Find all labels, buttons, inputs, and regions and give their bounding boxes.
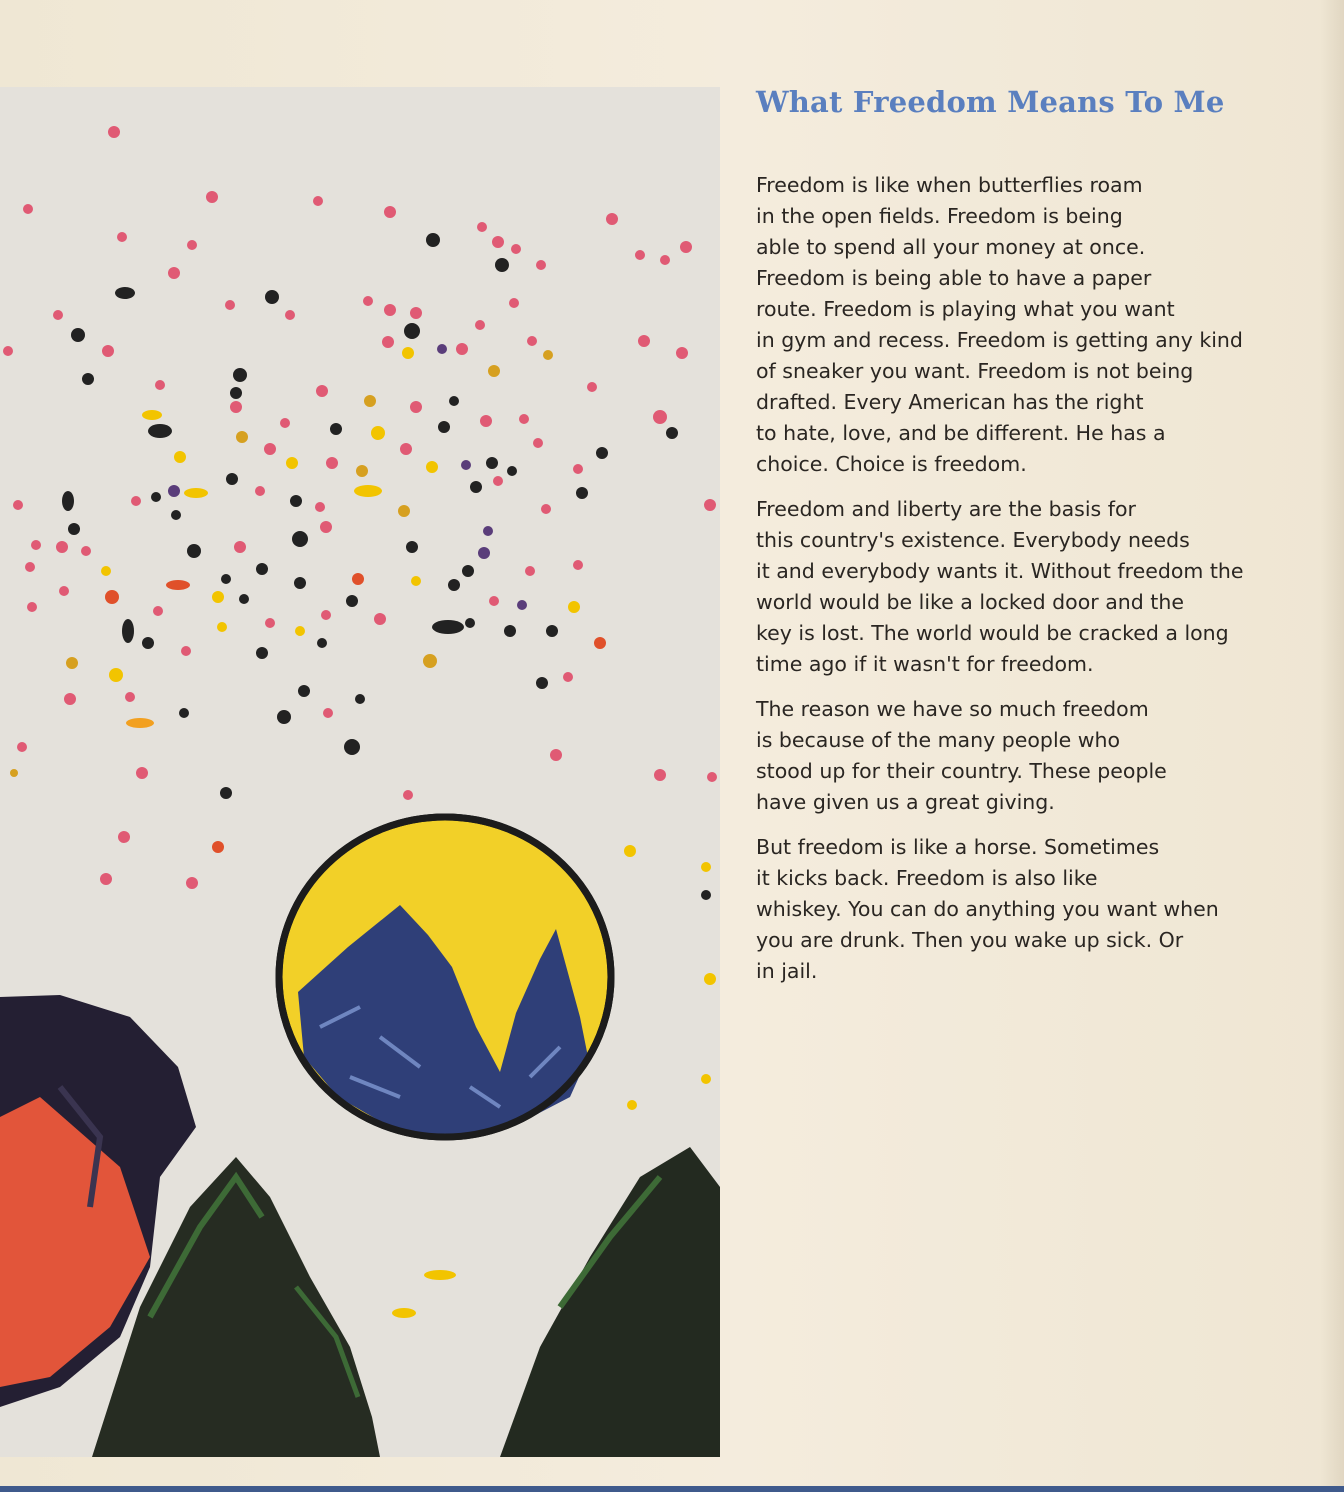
article-column [756, 82, 1276, 1001]
paragraph-3 [756, 694, 1276, 818]
child-painting-illustration [0, 87, 720, 1457]
text-line: you are drunk. Then you wake up sick. Or [756, 928, 1184, 952]
text-line: stood up for their country. These people [756, 759, 1167, 783]
text-line: this country's existence. Everybody needs [756, 528, 1190, 552]
cover-edge [0, 1486, 1344, 1492]
text-line: of sneaker you want. Freedom is not being [756, 359, 1194, 383]
yellow-sun-with-blue-mountain [279, 817, 611, 1137]
text-line: to hate, love, and be different. He has a [756, 421, 1166, 445]
text-line: whiskey. You can do anything you want when [756, 897, 1219, 921]
text-line: route. Freedom is playing what you want [756, 297, 1175, 321]
text-line: in jail. [756, 959, 818, 983]
painting-svg [0, 87, 720, 1457]
text-line: in gym and recess. Freedom is getting any kind [756, 328, 1243, 352]
paragraph-2 [756, 494, 1276, 680]
text-line: Freedom and liberty are the basis for [756, 497, 1136, 521]
text-line: drafted. Every American has the right [756, 390, 1144, 414]
text-line: key is lost. The world would be cracked a long [756, 621, 1229, 645]
text-line: have given us a great giving. [756, 790, 1055, 814]
paragraph-1 [756, 170, 1276, 480]
text-line: Freedom is like when butterflies roam [756, 173, 1143, 197]
text-line: time ago if it wasn't for freedom. [756, 652, 1094, 676]
text-line: But freedom is like a horse. Sometimes [756, 835, 1160, 859]
text-line: able to spend all your money at once. [756, 235, 1146, 259]
text-line: in the open fields. Freedom is being [756, 204, 1123, 228]
article-title: What Freedom Means To Me [756, 85, 1225, 119]
paragraph-4 [756, 832, 1276, 987]
text-line: The reason we have so much freedom [756, 697, 1149, 721]
text-line: choice. Choice is freedom. [756, 452, 1027, 476]
text-line: Freedom is being able to have a paper [756, 266, 1152, 290]
page-spine-shadow [1320, 0, 1344, 1492]
text-line: it kicks back. Freedom is also like [756, 866, 1098, 890]
text-line: it and everybody wants it. Without freedom the [756, 559, 1244, 583]
text-line: is because of the many people who [756, 728, 1121, 752]
text-line: world would be like a locked door and the [756, 590, 1184, 614]
